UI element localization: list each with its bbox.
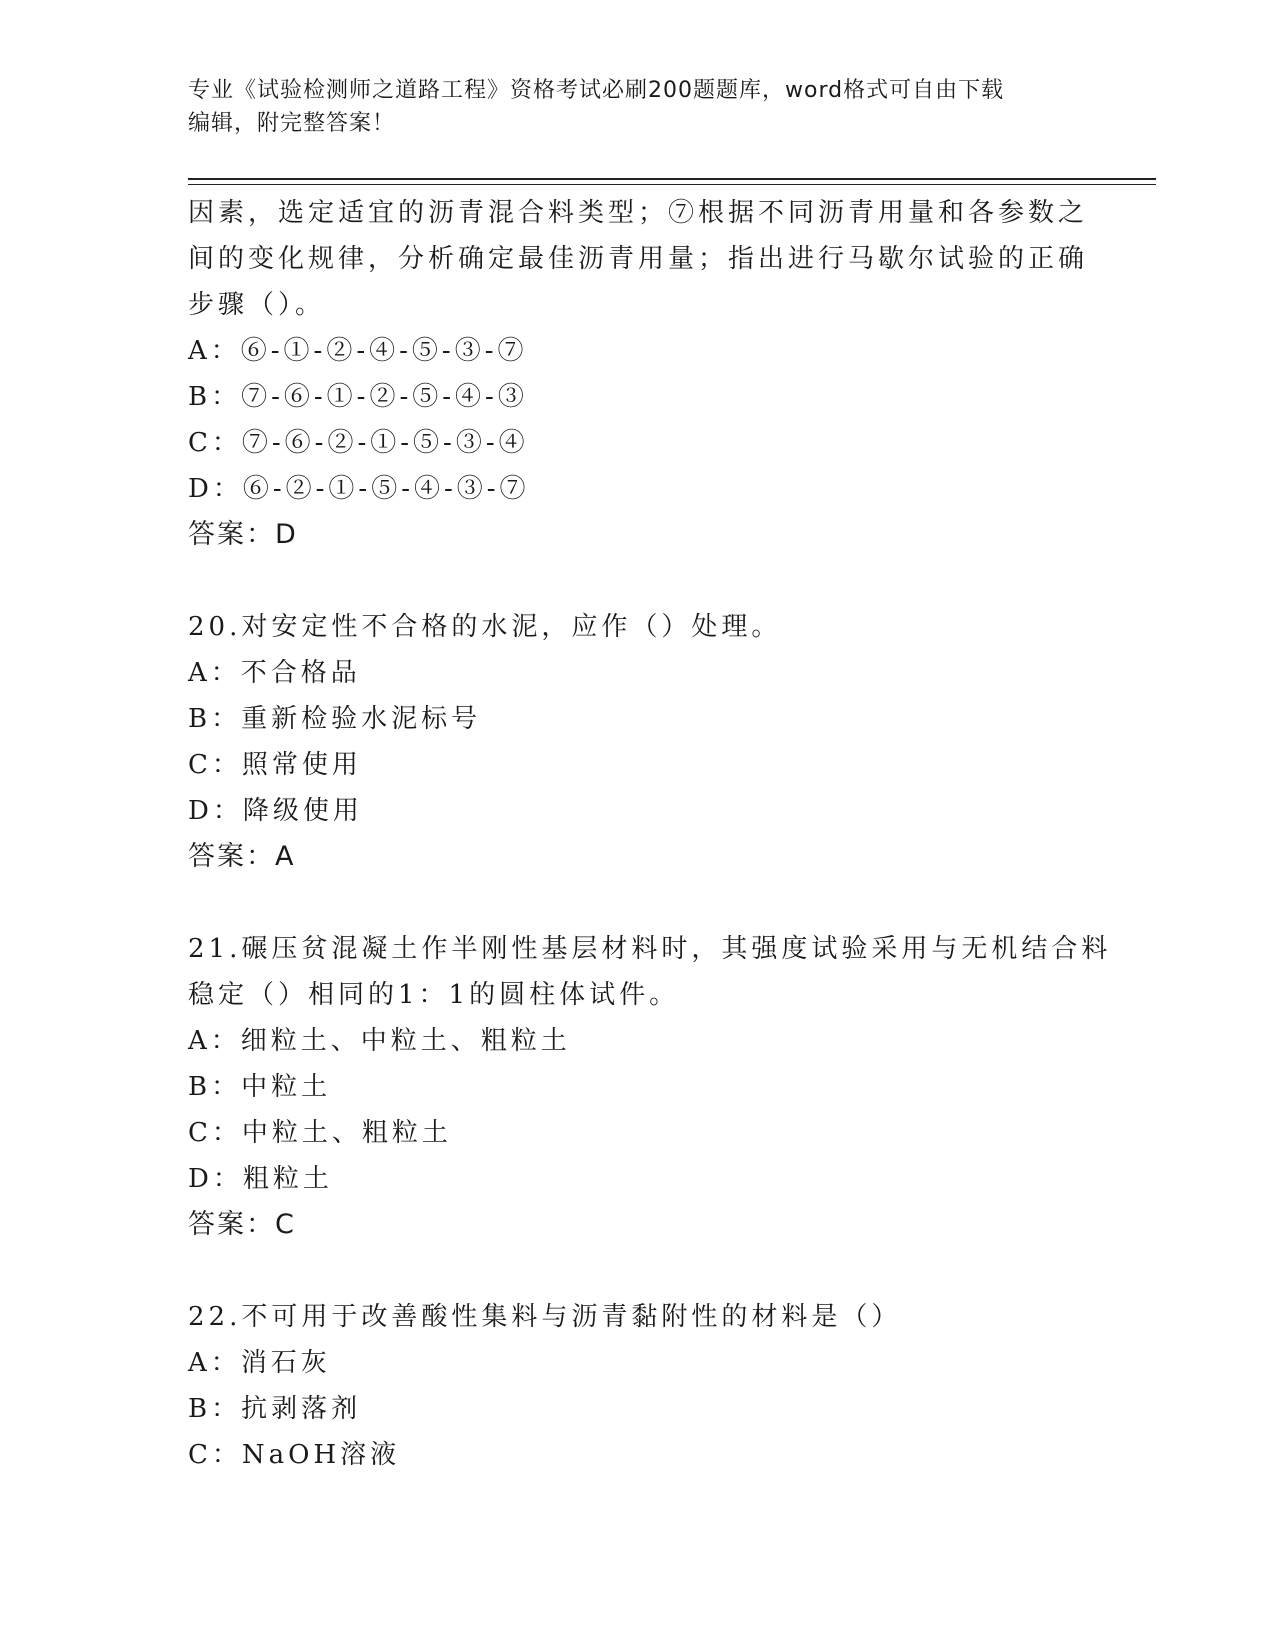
option-b: B：⑦-⑥-①-②-⑤-④-③	[188, 382, 528, 412]
option-a: A：⑥-①-②-④-⑤-③-⑦	[188, 336, 528, 366]
question-text-line: 步骤（）。	[188, 290, 326, 320]
question-text-line: 因素，选定适宜的沥青混合料类型；⑦根据不同沥青用量和各参数之	[188, 198, 1089, 228]
option-a: A：不合格品	[188, 658, 361, 688]
option-c: C：⑦-⑥-②-①-⑤-③-④	[188, 428, 529, 458]
option-c: C：NaOH溶液	[188, 1440, 401, 1470]
question-19	[188, 190, 1088, 558]
spacer	[188, 1248, 1088, 1294]
spacer	[188, 880, 1088, 926]
question-21	[188, 926, 1112, 1248]
answer-label: 答案：C	[188, 1209, 296, 1240]
question-text-line: 21.碾压贫混凝土作半刚性基层材料时，其强度试验采用与无机结合料	[188, 934, 1112, 964]
question-list	[188, 190, 1112, 1478]
option-b: B：抗剥落剂	[188, 1394, 362, 1424]
answer-label: 答案：D	[188, 519, 298, 550]
question-text-line: 22.不可用于改善酸性集料与沥青黏附性的材料是（）	[188, 1302, 902, 1332]
header-divider-thick	[188, 178, 1156, 180]
option-a: A：细粒土、中粒土、粗粒土	[188, 1026, 571, 1056]
question-text-line: 稳定（）相同的1：1的圆柱体试件。	[188, 980, 680, 1010]
answer-label: 答案：A	[188, 841, 296, 872]
option-d: D：降级使用	[188, 796, 363, 826]
option-d: D：⑥-②-①-⑤-④-③-⑦	[188, 474, 530, 504]
option-c: C：照常使用	[188, 750, 362, 780]
question-22	[188, 1294, 1088, 1478]
header-title-line-1: 专业《试验检测师之道路工程》资格考试必刷200题题库，word格式可自由下载	[188, 78, 1005, 103]
question-text-line: 间的变化规律，分析确定最佳沥青用量；指出进行马歇尔试验的正确	[188, 244, 1089, 274]
question-20	[188, 604, 1088, 880]
option-c: C：中粒土、粗粒土	[188, 1118, 452, 1148]
spacer	[188, 558, 1088, 604]
option-a: A：消石灰	[188, 1348, 331, 1378]
question-text-line: 20.对安定性不合格的水泥，应作（）处理。	[188, 612, 782, 642]
header-divider-thin	[188, 184, 1156, 185]
header-title-line-2: 编辑，附完整答案！	[188, 111, 396, 136]
option-d: D：粗粒土	[188, 1164, 333, 1194]
document-header	[188, 74, 1088, 140]
option-b: B：中粒土	[188, 1072, 332, 1102]
option-b: B：重新检验水泥标号	[188, 704, 482, 734]
